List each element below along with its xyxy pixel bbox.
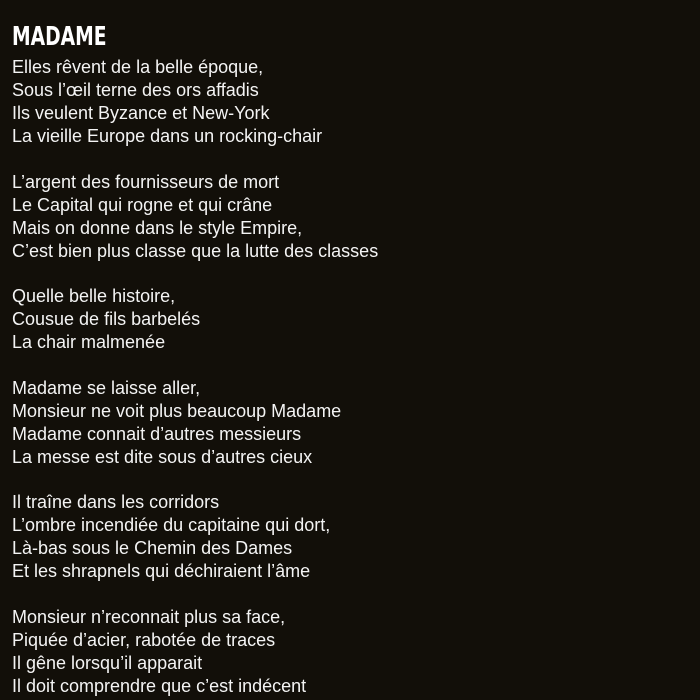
poem-line: Elles rêvent de la belle époque, <box>12 57 264 77</box>
poem-line: Et les shrapnels qui déchiraient l’âme <box>12 561 311 582</box>
stanza-6 <box>12 606 700 698</box>
stanza-1 <box>12 56 700 148</box>
poem-line: C’est bien plus classe que la lutte des classes <box>12 240 379 261</box>
poem-line: Ils veulent Byzance et New-York <box>12 103 270 123</box>
poem-line: Sous l’œil terne des ors affadis <box>12 80 259 100</box>
poem-line: Mais on donne dans le style Empire, <box>12 217 303 238</box>
stanza-3 <box>12 285 700 354</box>
poem-line: Madame connait d’autres messieurs <box>12 423 302 444</box>
poem-line: La vieille Europe dans un rocking-chair <box>12 126 323 146</box>
poem-line: Il doit comprendre que c’est indécent <box>12 675 307 696</box>
poem-line: La messe est dite sous d’autres cieux <box>12 446 313 467</box>
poem-line: Monsieur n’reconnait plus sa face, <box>12 606 286 627</box>
stanza-2 <box>12 171 700 263</box>
poem-line: Là-bas sous le Chemin des Dames <box>12 538 293 559</box>
poem-line: Le Capital qui rogne et qui crâne <box>12 194 273 215</box>
poem-line: La chair malmenée <box>12 332 166 353</box>
poem-line: Cousue de fils barbelés <box>12 309 201 330</box>
stanza-4 <box>12 377 700 469</box>
poem-line: Quelle belle histoire, <box>12 286 176 307</box>
poem-line: Monsieur ne voit plus beaucoup Madame <box>12 400 342 421</box>
poem-title: MADAME <box>12 22 107 52</box>
stanza-5 <box>12 491 700 583</box>
poem-line: Piquée d’acier, rabotée de traces <box>12 629 276 650</box>
poem-line: Il gêne lorsqu’il apparait <box>12 652 203 673</box>
poem-line: L’argent des fournisseurs de mort <box>12 171 280 192</box>
poem-line: L’ombre incendiée du capitaine qui dort, <box>12 515 331 536</box>
poem-line: Madame se laisse aller, <box>12 377 201 398</box>
poem-line: Il traîne dans les corridors <box>12 492 220 513</box>
